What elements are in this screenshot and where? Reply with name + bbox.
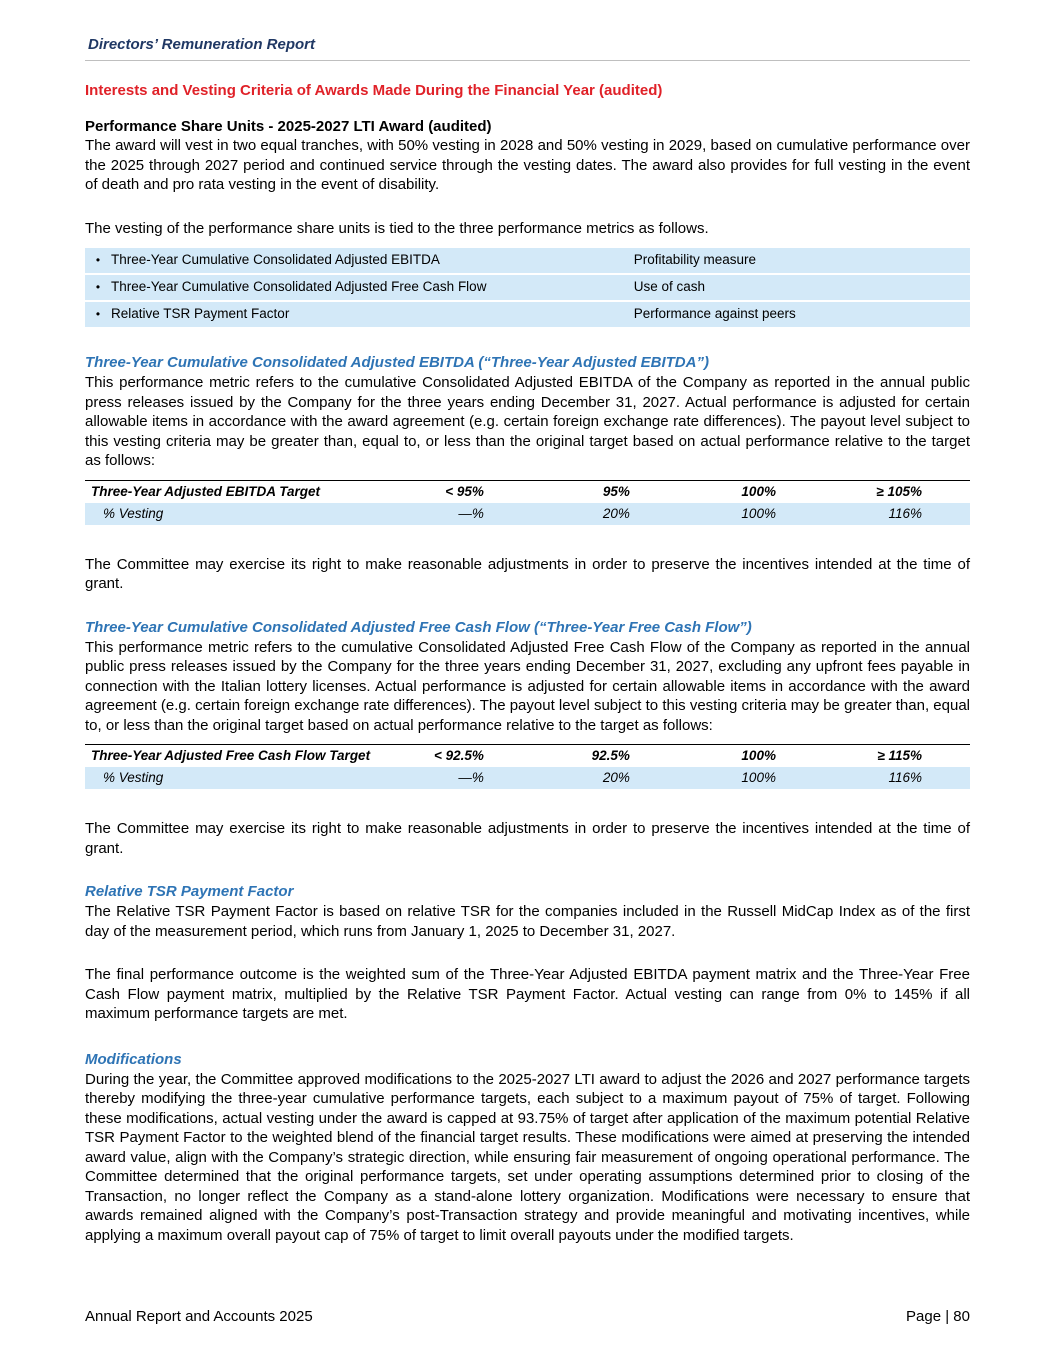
paragraph-metrics-intro: The vesting of the performance share units is tied to the three performance metrics as follows. <box>85 219 709 237</box>
table-row <box>85 302 970 327</box>
table-header-cell: ≥ 115% <box>877 748 922 763</box>
paragraph-fcf: This performance metric refers to the cumulative Consolidated Adjusted Free Cash Flow of the Company as reported in the annual public press releases issued by the Company for the three years ending December 31, 2027, excluding any upfront fees payable in connection with the Italian lottery licenses. Actual performance is adjusted for certain allowable items in accordance with the award agreement (e.g. certain foreign exchange rate differences). The payout level subject to this vesting criteria may be greater than, equal to, or less than the original target based on actual performance relative to the target as follows: <box>85 638 970 734</box>
table-header-cell: Three-Year Adjusted EBITDA Target <box>91 483 321 499</box>
performance-metrics-table <box>85 248 970 327</box>
bullet-icon: • <box>95 280 101 294</box>
table-cell: 20% <box>602 505 630 521</box>
table-header-cell: 100% <box>741 748 776 763</box>
footer-page-number: Page | 80 <box>906 1308 970 1325</box>
section-title-tsr: Relative TSR Payment Factor <box>85 883 294 900</box>
table-header-cell: ≥ 105% <box>876 483 922 499</box>
metric-name: Three-Year Cumulative Consolidated Adjusted EBITDA <box>111 252 440 267</box>
tsr-section <box>85 882 970 1024</box>
table-row <box>85 248 970 273</box>
metric-description: Performance against peers <box>633 306 796 321</box>
metric-description: Use of cash <box>633 279 705 294</box>
table-cell: 116% <box>888 770 922 785</box>
table-header-row <box>85 745 970 768</box>
footer-report-name: Annual Report and Accounts 2025 <box>85 1308 313 1325</box>
section-title-fcf: Three-Year Cumulative Consolidated Adjusted Free Cash Flow (“Three-Year Free Cash Flow”) <box>85 618 752 636</box>
table-cell: 20% <box>602 770 630 785</box>
table-cell: 100% <box>741 505 776 521</box>
paragraph-modifications: During the year, the Committee approved modifications to the 2025-2027 LTI award to adjust the 2026 and 2027 performance targets thereby modifying the three-year cumulative performance targets, each subject to a maximum payout of 75% of target. Following these modifications, actual vesting under the award is capped at 93.75% of target after application of the maximum potential Relative TSR Payment Factor to the weighted blend of the financial target results. These modifications were aimed at preserving the intended award value, align with the Company’s strategic direction, while ensuring fair measurement of ongoing operational performance. The Committee determined that the original performance targets, set under operating assumptions determined prior to closing of the Transaction, no longer reflect the Company as a stand-alone lottery organization. Modifications were necessary to ensure that awards remained aligned with the Company’s post-Transaction strategy and provide meaningful and motivating incentives, while applying a maximum overall payout cap of 75% of target to limit overall payouts under the modified targets. <box>85 1070 970 1244</box>
psu-award-title: Performance Share Units - 2025-2027 LTI Award (audited) <box>85 118 492 135</box>
table-row <box>85 767 970 789</box>
page-footer <box>85 1308 970 1325</box>
table-cell: 100% <box>741 770 776 785</box>
paragraph-tsr-basis: The Relative TSR Payment Factor is based on relative TSR for the companies included in the Russell MidCap Index as of the first day of the measurement period, which runs from January 1, 2025 to December 31, 2027. <box>85 903 970 940</box>
header-divider <box>85 60 970 61</box>
table-header-cell: 100% <box>741 483 776 499</box>
ebitda-vesting-table <box>85 480 970 525</box>
table-cell: % Vesting <box>103 770 164 785</box>
table-header-cell: Three-Year Adjusted Free Cash Flow Target <box>91 748 371 763</box>
ebitda-section <box>85 353 970 594</box>
table-header-cell: < 92.5% <box>434 748 484 763</box>
table-cell: % Vesting <box>103 505 164 521</box>
table-header-row <box>85 480 970 503</box>
bullet-icon: • <box>95 307 101 321</box>
table-header-cell: 95% <box>602 483 630 499</box>
table-header-cell: < 95% <box>445 483 484 499</box>
paragraph-tsr-outcome: The final performance outcome is the weighted sum of the Three-Year Adjusted EBITDA payment matrix and the Three-Year Free Cash Flow payment matrix, multiplied by the Relative TSR Payment Factor. Actual vesting can range from 0% to 145% if all maximum performance targets are met. <box>85 966 970 1022</box>
fcf-vesting-table <box>85 744 970 789</box>
paragraph-award-vesting: The award will vest in two equal tranches, with 50% vesting in 2028 and 50% vesting in 2029, based on cumulative performance over the 2025 through 2027 period and continued service through the vesting dates. The award also provides for full vesting in the event of death and pro rata vesting in the event of disability. <box>85 137 970 193</box>
table-cell: —% <box>458 505 484 521</box>
table-header-cell: 92.5% <box>591 748 630 763</box>
metric-name: Relative TSR Payment Factor <box>111 306 290 321</box>
fcf-section <box>85 618 970 859</box>
table-row <box>85 275 970 300</box>
table-cell: 116% <box>888 505 922 521</box>
page-header <box>85 36 970 61</box>
bullet-icon: • <box>95 253 101 267</box>
committee-note: The Committee may exercise its right to make reasonable adjustments in order to preserve the incentives intended at the time of grant. <box>85 820 970 857</box>
report-title: Directors’ Remuneration Report <box>88 36 315 53</box>
paragraph-ebitda: This performance metric refers to the cumulative Consolidated Adjusted EBITDA of the Company as reported in the annual public press releases issued by the Company for the three years ending December 31, 2027. Actual performance is adjusted for certain allowable items in accordance with the award agreement (e.g. certain foreign exchange rate differences). The payout level subject to this vesting criteria may be greater than, equal to, or less than the original target based on actual performance relative to the target as follows: <box>85 374 970 469</box>
main-section-heading: Interests and Vesting Criteria of Awards Made During the Financial Year (audited) <box>85 82 663 99</box>
modifications-section <box>85 1050 970 1246</box>
section-title-ebitda: Three-Year Cumulative Consolidated Adjusted EBITDA (“Three-Year Adjusted EBITDA”) <box>85 354 709 371</box>
committee-note: The Committee may exercise its right to make reasonable adjustments in order to preserve the incentives intended at the time of grant. <box>85 555 970 592</box>
section-title-modifications: Modifications <box>85 1050 182 1068</box>
metric-description: Profitability measure <box>633 252 757 267</box>
metric-name: Three-Year Cumulative Consolidated Adjusted Free Cash Flow <box>111 279 487 294</box>
table-cell: —% <box>458 770 484 785</box>
table-row <box>85 503 970 525</box>
